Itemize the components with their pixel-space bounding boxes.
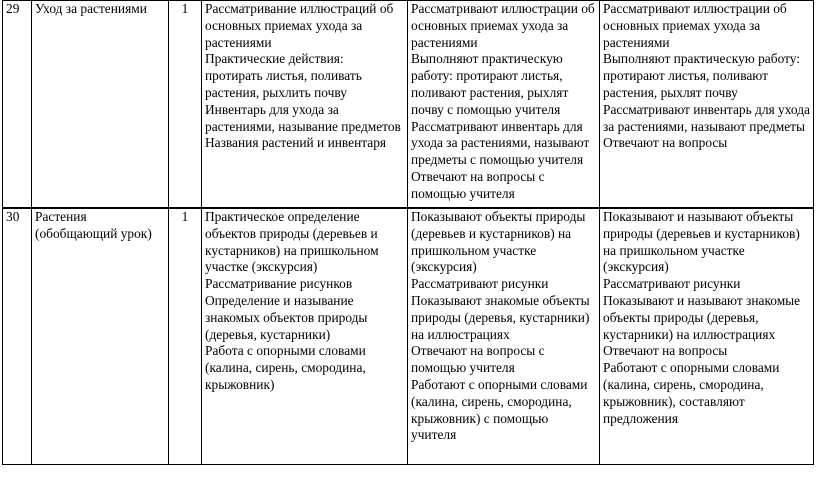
activity-line: Рассматривают иллюстрации об основных приемах ухода за растениями — [603, 1, 787, 50]
activity-line: Отвечают на вопросы — [603, 135, 728, 151]
content-line: Инвентарь для ухода за растениями, называние предметов — [205, 101, 401, 134]
lesson-number-cell: 30 — [3, 208, 32, 465]
activities-group1-cell — [408, 208, 600, 465]
activities-group1-cell — [408, 1, 600, 209]
activity-line: Отвечают на вопросы — [603, 343, 728, 359]
activity-line: Показывают объекты природы (деревьев и кустарников) на пришкольном участке (экскурсия) — [411, 209, 586, 275]
activity-line: Рассматривают рисунки — [603, 276, 741, 292]
lesson-plan-table — [2, 0, 814, 465]
activity-line: Рассматривают иллюстрации об основных приемах ухода за растениями — [411, 1, 595, 50]
content-line: Рассматривание иллюстраций об основных приемах ухода за растениями — [205, 1, 394, 50]
content-line: Практическое определение объектов природы (деревьев и кустарников) на пришкольном участке (экскурсия) — [205, 209, 379, 275]
table-row — [3, 1, 814, 209]
activity-line: Выполняют практическую работу: протирают листья, поливают растения, рыхлят почву — [603, 51, 801, 100]
activity-line: Работают с опорными словами (калина, сирень, смородина, крыжовник), составляют предложения — [603, 360, 780, 426]
activity-line: Рассматривают инвентарь для ухода за растениями, называют предметы с помощью учителя — [411, 118, 590, 168]
activity-line: Отвечают на вопросы с помощью учителя — [411, 343, 545, 376]
activity-line: Показывают знакомые объекты природы (деревья, кустарники) на иллюстрациях — [411, 292, 590, 342]
activities-group2-cell — [600, 1, 814, 209]
activity-line: Работают с опорными словами (калина, сирень, смородина, крыжовник) с помощью учителя — [411, 376, 588, 443]
table-row — [3, 208, 814, 465]
content-line: Работа с опорными словами (калина, сирень, смородина, крыжовник) — [205, 343, 366, 392]
activities-group2-cell — [600, 208, 814, 465]
lesson-content-cell — [202, 1, 408, 209]
activity-line: Показывают и называют знакомые объекты природы (деревья, кустарники) на иллюстрациях — [603, 292, 801, 342]
lesson-hours-cell: 1 — [169, 1, 202, 209]
content-line: Рассматривание рисунков — [205, 276, 353, 292]
activity-line: Рассматривают рисунки — [411, 276, 549, 292]
content-line: Определение и называние знакомых объектов природы (деревья, кустарники) — [205, 292, 368, 342]
activity-line: Отвечают на вопросы с помощью учителя — [411, 168, 545, 201]
content-line: Названия растений и инвентаря — [205, 135, 387, 151]
activity-line: Показывают и называют объекты природы (деревьев и кустарников) на пришкольном участке (экскурсия) — [603, 209, 800, 275]
lesson-topic-cell: Уход за растениями — [32, 1, 169, 209]
lesson-hours-cell: 1 — [169, 208, 202, 465]
lesson-number-cell: 29 — [3, 1, 32, 209]
content-line: Практические действия: протирать листья, поливать растения, рыхлить почву — [205, 51, 362, 100]
lesson-content-cell — [202, 208, 408, 465]
lesson-topic-cell: Растения (обобщающий урок) — [32, 208, 169, 465]
activity-line: Рассматривают инвентарь для ухода за растениями, называют предметы — [603, 101, 810, 134]
activity-line: Выполняют практическую работу: протирают листья, поливают растения, рыхлят почву с помощью учителя — [411, 51, 569, 117]
